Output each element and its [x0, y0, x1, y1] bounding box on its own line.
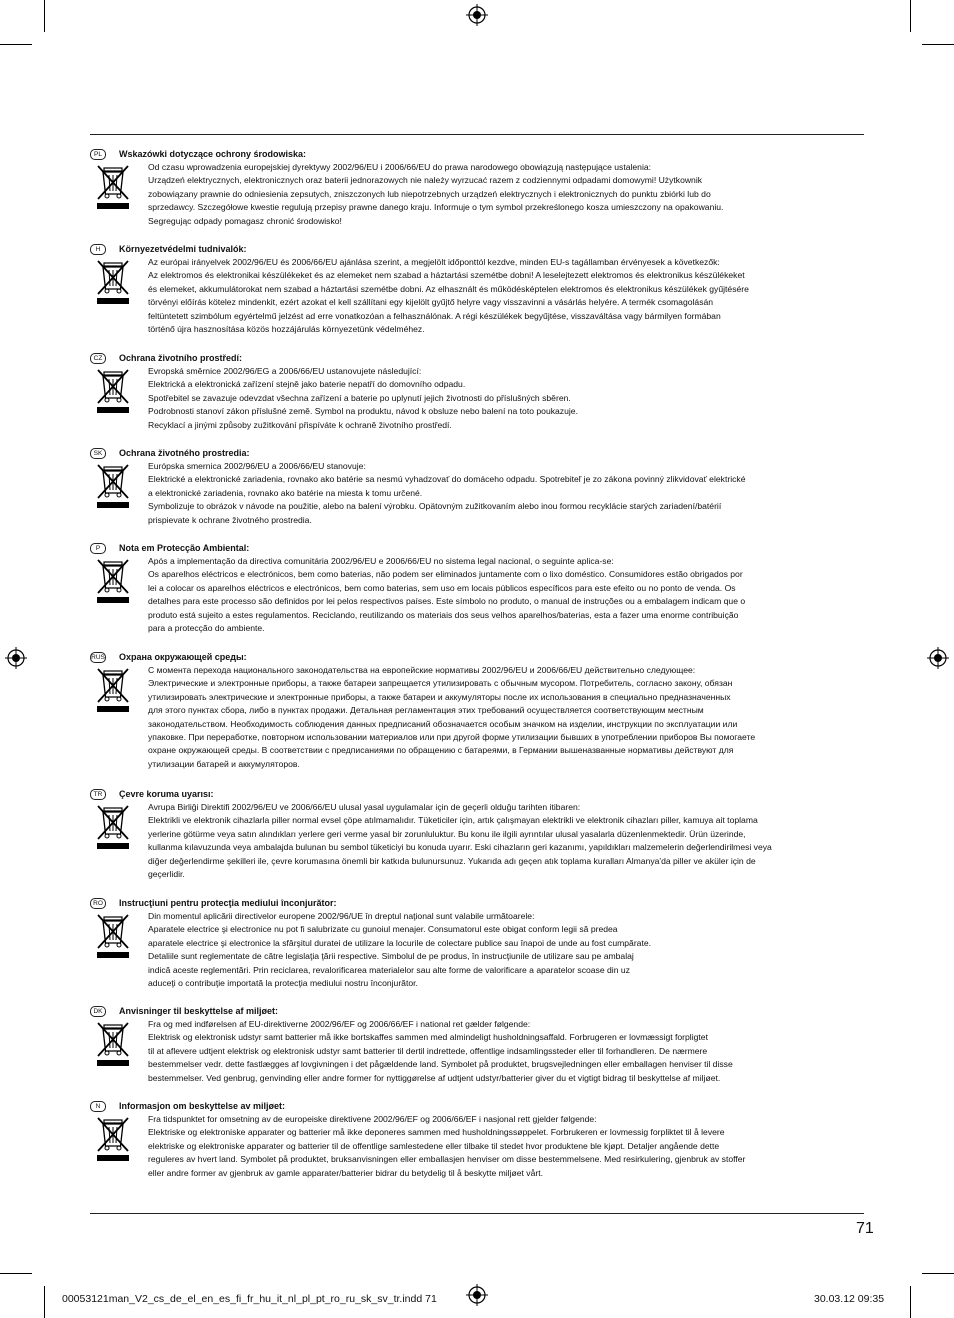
section-body	[148, 664, 864, 771]
body-line: утилизировать электрические и электронные приборы, а также батареи и аккумуляторы после их использования в специально предназначенных	[148, 691, 731, 702]
body-line: Os aparelhos eléctricos e electrónicos, bem como baterias, não podem ser eliminados juntamente com o lixo doméstico. Consumidores estão obrigados por	[148, 569, 743, 580]
body-line: geçerlidir.	[148, 869, 185, 880]
section-title: Çevre koruma uyarısı:	[119, 789, 214, 799]
section-title: Wskazówki dotyczące ochrony środowiska:	[119, 149, 307, 159]
registration-mark-icon	[5, 647, 27, 669]
body-line: Európska smernica 2002/96/EU a 2006/66/EU stanovuje:	[148, 461, 366, 471]
language-code-badge: H	[90, 244, 106, 255]
body-line: Detaliile sunt reglementate de către legislaţia ţării respective. Simbolul de pe produs, în instrucţiunile de utilizare sau pe ambalaj	[148, 951, 634, 962]
body-line: Symbolizuje to obrázok v návode na použitie, alebo na balení výrobku. Opätovným zužitkovaním alebo inou formou recyklácie starých zariadení/batérií	[148, 501, 722, 512]
body-line: Az elektromos és elektronikai készülékeket és az elemeket nem szabad a háztartási szemétbe dobni! A leselejtezett elektromos és elektronikus készülékeket	[148, 270, 745, 281]
body-line: és elemeket, akkumulátorokat nem szabad a háztartási szemétbe dobni. Az elhasznált és működésképtelen elektromos és elektronikus készülékek gyűjtésére	[148, 283, 749, 294]
body-line: yerlerine götürme veya satın alındıkları yerlere geri verme yasal bir zorunluluktur. Bu konu ile ilgili ayrıntılar ulusal yasalarla düzenlenmektedir. Ürün üzerinde,	[148, 828, 746, 839]
body-line: Elektrická a elektronická zařízení stejně jako baterie nepatří do domovního odpadu.	[148, 379, 466, 390]
body-line: indică aceste reglementări. Prin reciclarea, revalorificarea materialelor sau alte forme de valorificare a aparatelor scoase din uz	[148, 964, 630, 975]
top-rule	[90, 134, 864, 135]
crossed-out-wheelie-bin-icon	[95, 556, 131, 604]
section-body	[148, 460, 864, 527]
body-line: Fra og med indførelsen af EU-direktiverne 2002/96/EF og 2006/66/EF i national ret gælder følgende:	[148, 1019, 531, 1029]
body-line: történő újra hasznosítása közös hozzájárulás környezetünk védelméhez.	[148, 324, 425, 335]
body-line: Podrobnosti stanoví zákon příslušné země. Symbol na produktu, návod k obsluze nebo balení na toto poukazuje.	[148, 406, 578, 417]
body-line: Urządzeń elektrycznych, elektronicznych oraz baterii jednorazowych nie należy wyrzucać razem z codziennymi odpadami domowymi! Użytkownik	[148, 175, 703, 186]
body-line: aduceţi o contribuţie importată la protecţia mediului nostru înconjurător.	[148, 978, 418, 989]
crossed-out-wheelie-bin-icon	[95, 1114, 131, 1162]
crop-mark	[44, 1286, 45, 1318]
body-line: Recyklací a jinými způsoby zužitkování přispíváte k ochraně životního prostředí.	[148, 419, 452, 430]
body-line: Após a implementação da directiva comunitária 2002/96/EU e 2006/66/EU no sistema legal nacional, o seguinte aplica-se:	[148, 556, 614, 566]
section-body	[148, 1018, 864, 1085]
section-title: Охрана окружающей среды:	[119, 652, 247, 662]
body-line: reguleres av hvert land. Symbolet på produktet, bruksanvisningen eller emballasjen henviser om disse bestemmelsene. Med resirkulering, gjenbruk av stoffer	[148, 1154, 746, 1165]
body-line: bestemmelser. Ved genbrug, genvinding eller andre former for nyttiggørelse af udtjent udstyr/batterier giver du et vigtigt bidrag til beskyttelse af miljøet.	[148, 1072, 721, 1083]
language-code-badge: RUS	[91, 654, 105, 661]
body-line: til at aflevere udtjent elektrisk og elektronisk udstyr samt batterier til dertil indrettede, offentlige indsamlingssteder eller til forhandleren. De nærmere	[148, 1045, 708, 1056]
bottom-rule	[90, 1213, 864, 1214]
crop-mark	[910, 1286, 911, 1318]
section-title: Instrucţiuni pentru protecţia mediului înconjurător:	[119, 898, 337, 908]
crop-mark	[922, 44, 954, 45]
body-line: bestemmelser vedr. dette fastlægges af lovgivningen i det pågældende land. Symbolet på produktet, brugsvejledningen eller emballagen henviser til disse	[148, 1059, 733, 1070]
body-line: охране окружающей среды. В соответствии с предписаниями по обращению с батареями, в Германии вышеназванные нормативы действуют для	[148, 745, 734, 756]
section-title: Nota em Protecção Ambiental:	[119, 543, 250, 553]
body-line: feltüntetett szimbólum egyértelmű jelzést ad erre vonatkozóan a felhasználónak. A régi készülékek begyűjtése, visszaváltása vagy bármilyen formában	[148, 310, 721, 321]
crop-mark	[0, 44, 32, 45]
language-code-badge: DK	[90, 1006, 106, 1017]
body-line: С момента перехода национального законодательства на европейские нормативы 2002/96/EU и 2006/66/EU действительно следующее:	[148, 665, 696, 675]
language-code-badge: TR	[90, 789, 106, 800]
crop-mark	[922, 1273, 954, 1274]
crop-mark	[44, 0, 45, 32]
body-line: kullanma kılavuzunda veya ambalajda bulunan bu sembol tüketiciyi bu konuda uyarır. Eski cihazların geri kazanımı, yapıldıkları malzemelerin değerlendirilmesi veya	[148, 842, 772, 853]
language-code-badge: RO	[90, 898, 106, 909]
body-line: törvényi előírás kötelez mindenkit, ezért azokat el kell szállítani egy kijelölt gyűjtő helyre vagy visszavinni a vásárlás helyére. A termék csomagolásán	[148, 297, 714, 308]
body-line: Evropská směrnice 2002/96/EG a 2006/66/EU ustanovujete následující:	[148, 366, 422, 376]
section-body	[148, 161, 864, 228]
body-line: prispievate k ochrane životného prostredia.	[148, 514, 312, 525]
body-line: Elektrisk og elektronisk udstyr samt batterier må ikke bortskaffes sammen med almindeligt husholdningsaffald. Forbrugeren er lovmæssigt forpligtet	[148, 1032, 708, 1043]
body-line: законодательством. Необходимость соблюдения данных предписаний обозначается особым значком на изделии, инструкции по эксплуатации или	[148, 718, 738, 729]
section-title: Környezetvédelmi tudnivalók:	[119, 244, 247, 254]
body-line: для этого пунктах сбора, либо в пунктах продажи. Детальная регламентация этих требований осуществляется соответствующим местным	[148, 705, 704, 716]
body-line: Din momentul aplicării directivelor europene 2002/96/UE în dreptul naţional sunt valabile următoarele:	[148, 911, 535, 921]
crossed-out-wheelie-bin-icon	[95, 911, 131, 959]
body-line: detalhes para este processo são definidos por lei pelos respectivos países. Este símbolo no produto, o manual de instruções ou a embalagem indicam que o	[148, 596, 746, 607]
body-line: a elektronické zariadenia, rovnako ako batérie na miesta k tomu určené.	[148, 487, 423, 498]
crossed-out-wheelie-bin-icon	[95, 366, 131, 414]
body-line: lei a colocar os aparelhos eléctricos e electrónicos, bem como baterias, sem uso em locais públicos específicos para este efeito ou no ponto de venda. Os	[148, 582, 736, 593]
body-line: Elektrické a elektronické zariadenia, rovnako ako batérie sa nesmú vyhadzovať do domáceho odpadu. Spotrebiteľ je zo zákona povinný zlikvidovať elektrické	[148, 474, 746, 485]
crossed-out-wheelie-bin-icon	[95, 257, 131, 305]
registration-mark-icon	[466, 1284, 488, 1306]
body-line: diğer değerlendirme şekilleri ile, çevre korumasına önemli bir katkıda bulunursunuz. Yukarıda adı geçen atık toplama kuralları Almanya'da piller ve aküler için de	[148, 855, 756, 866]
body-line: aparatele electrice şi electronice la sfârşitul duratei de utilizare la locurile de colectare publice sau înapoi de unde au fost cumpărate.	[148, 937, 652, 948]
language-code-badge: N	[90, 1101, 106, 1112]
body-line: Az európai irányelvek 2002/96/EU és 2006/66/EU ajánlása szerint, a megjelölt időponttól kezdve, minden EU-s tagállamban érvényesek a következők:	[148, 257, 720, 267]
body-line: Fra tidspunktet for omsetning av de europeiske direktivene 2002/96/EF og 2006/66/EF i nasjonal rett gjelder følgende:	[148, 1114, 597, 1124]
crossed-out-wheelie-bin-icon	[95, 162, 131, 210]
crossed-out-wheelie-bin-icon	[95, 665, 131, 713]
section-title: Anvisninger til beskyttelse af miljøet:	[119, 1006, 279, 1016]
language-code-badge: SK	[90, 448, 106, 459]
body-line: утилизации батарей и аккумуляторов.	[148, 758, 300, 769]
body-line: zobowiązany prawnie do odniesienia zepsutych, zniszczonych lub niepotrzebnych urządzeń elektrycznych i elektronicznych do punktu zbiórki lub do	[148, 188, 711, 199]
language-code-badge: CZ	[90, 353, 106, 364]
section-body	[148, 801, 864, 881]
registration-mark-icon	[927, 647, 949, 669]
crossed-out-wheelie-bin-icon	[95, 461, 131, 509]
crop-mark	[0, 1273, 32, 1274]
body-line: para a protecção do ambiente.	[148, 623, 265, 634]
body-line: Aparatele electrice şi electronice nu pot fi salubrizate cu gunoiul menajer. Consumatorul este obigat conform legii să predea	[148, 924, 618, 935]
section-body	[148, 910, 864, 990]
print-slug-file: 00053121man_V2_cs_de_el_en_es_fi_fr_hu_it_nl_pl_pt_ro_ru_sk_sv_tr.indd 71	[62, 1293, 437, 1305]
body-line: Elektrikli ve elektronik cihazlarla piller normal evsel çöpe atılmamalıdır. Tüketiciler için, artık çalışmayan elektrikli ve elektronik cihazları piller, kamuya ait toplama	[148, 815, 758, 826]
section-title: Ochrana životního prostředí:	[119, 353, 243, 363]
print-slug-date: 30.03.12 09:35	[814, 1293, 885, 1305]
crossed-out-wheelie-bin-icon	[95, 1019, 131, 1067]
body-line: Od czasu wprowadzenia europejskiej dyrektywy 2002/96/EU i 2006/66/EU do prawa narodowego obowiązują następujące ustalenia:	[148, 162, 652, 172]
body-line: produto está sujeito a estes regulamentos. Reciclando, reutilizando os materiais dos seus velhos aparelhos/baterias, esta a fazer uma enorme contribuição	[148, 609, 739, 620]
language-code-badge: PL	[90, 149, 106, 160]
section-body	[148, 256, 864, 336]
registration-mark-icon	[466, 4, 488, 26]
language-code-badge: P	[90, 543, 106, 554]
page-number: 71	[856, 1220, 874, 1237]
crossed-out-wheelie-bin-icon	[95, 802, 131, 850]
body-line: elektriske og elektroniske apparater og batterier til de offentlige samlestedene eller tilbake til stedet hvor produktene ble kjøpt. Detaljer angående dette	[148, 1140, 720, 1151]
body-line: Elektriske og elektroniske apparater og batterier må ikke deponeres sammen med husholdningssøppelet. Forbrukeren er lovmessig forpliktet til å levere	[148, 1127, 725, 1138]
section-title: Informasjon om beskyttelse av miljøet:	[119, 1101, 286, 1111]
body-line: Spotřebitel se zavazuje odevzdat všechna zařízení a baterie po uplynutí jejich životnosti do příslušných sběren.	[148, 392, 571, 403]
body-line: Электрические и электронные приборы, а также батареи запрещается утилизировать с обычным мусором. Потребитель, согласно закону, обязан	[148, 678, 733, 689]
section-body	[148, 555, 864, 635]
section-body	[148, 1113, 864, 1180]
body-line: Avrupa Birliği Direktifi 2002/96/EU ve 2006/66/EU ulusal yasal uygulamalar için de geçerli olduğu tarihten itibaren:	[148, 802, 581, 812]
body-line: sprzedawcy. Szczegółowe kwestie regulują przepisy prawne danego kraju. Informuje o tym symbol przekreślonego kosza umieszczony na opakowaniu.	[148, 202, 724, 213]
body-line: упаковке. При переработке, повторном использовании материалов или при другой форме утилизации бывших в употреблении приборов Вы помогаете	[148, 732, 756, 743]
section-body	[148, 365, 864, 432]
body-line: eller andre former av gjenbruk av gamle apparater/batterier bidrar du betydelig til å beskytte miljøet vårt.	[148, 1167, 544, 1178]
section-title: Ochrana životného prostredia:	[119, 448, 250, 458]
crop-mark	[910, 0, 911, 32]
body-line: Segregując odpady pomagasz chronić środowisko!	[148, 215, 342, 226]
